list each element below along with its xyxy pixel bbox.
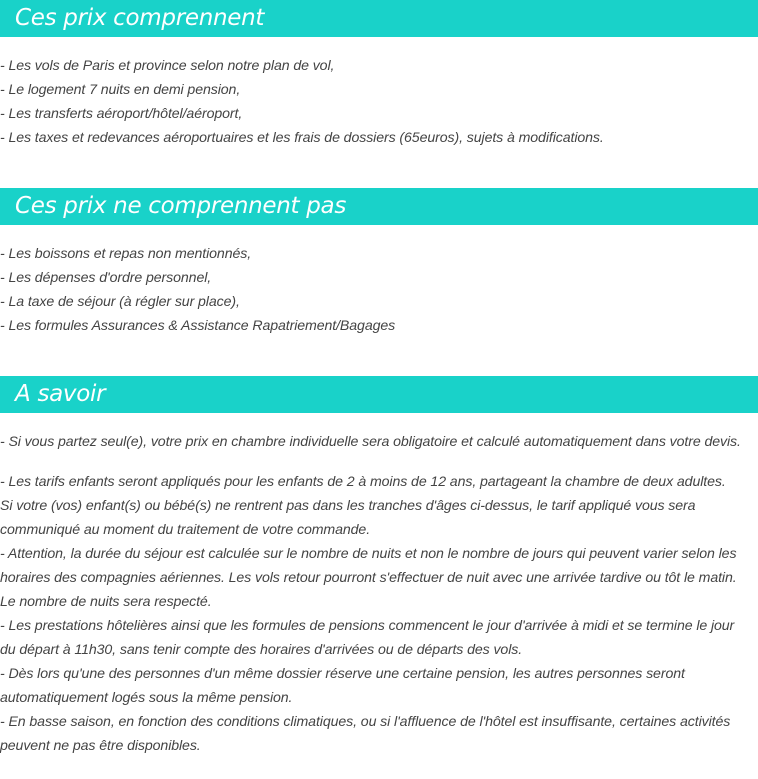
text-line: - Dès lors qu'une des personnes d'un même dossier réserve une certaine pension, les autres personnes seront: [0, 666, 685, 682]
list-item: - Le logement 7 nuits en demi pension,: [0, 82, 241, 98]
section-included: [0, 0, 758, 150]
section-good-to-know: [0, 376, 758, 758]
text-line: - Les prestations hôtelières ainsi que les formules de pensions commencent le jour d'arrivée à midi et se termine le jour: [0, 618, 735, 634]
text-line: automatiquement logés sous la même pension.: [0, 690, 293, 706]
text-line: communiqué au moment du traitement de votre commande.: [0, 522, 371, 538]
section-header-not-included: Ces prix ne comprennent pas: [0, 188, 758, 225]
section-header-included: Ces prix comprennent: [0, 0, 758, 37]
good-to-know-list: [0, 454, 758, 758]
text-line: Si votre (vos) enfant(s) ou bébé(s) ne rentrent pas dans les tranches d'âges ci-dessus, le tarif appliqué vous sera: [0, 498, 696, 514]
text-line: - En basse saison, en fonction des conditions climatiques, ou si l'affluence de l'hôtel est insuffisante, certaines activités: [0, 714, 731, 730]
text-line: - Les tarifs enfants seront appliqués pour les enfants de 2 à moins de 12 ans, partageant la chambre de deux adultes.: [0, 474, 726, 490]
list-item: - Les taxes et redevances aéroportuaires et les frais de dossiers (65euros), sujets à modifications.: [0, 130, 604, 146]
text-line: peuvent ne pas être disponibles.: [0, 738, 201, 754]
list-item: - Les transferts aéroport/hôtel/aéroport,: [0, 106, 243, 122]
text-line: horaires des compagnies aériennes. Les vols retour pourront s'effectuer de nuit avec une arrivée tardive ou tôt le matin.: [0, 570, 737, 586]
section-not-included: [0, 188, 758, 338]
text-line: Le nombre de nuits sera respecté.: [0, 594, 212, 610]
included-list: [0, 37, 758, 150]
list-item: - Les formules Assurances & Assistance Rapatriement/Bagages: [0, 318, 396, 334]
list-item: - Les vols de Paris et province selon notre plan de vol,: [0, 58, 335, 74]
not-included-list: [0, 225, 758, 338]
list-item: - Les boissons et repas non mentionnés,: [0, 246, 252, 262]
text-line: du départ à 11h30, sans tenir compte des horaires d'arrivées ou de départs des vols.: [0, 642, 523, 658]
text-line: - Attention, la durée du séjour est calculée sur le nombre de nuits et non le nombre de jours qui peuvent varier selon les: [0, 546, 737, 562]
list-item: - La taxe de séjour (à régler sur place),: [0, 294, 240, 310]
good-to-know-intro: [0, 413, 758, 454]
section-header-good-to-know: A savoir: [0, 376, 758, 413]
list-item: - Les dépenses d'ordre personnel,: [0, 270, 212, 286]
list-item: - Si vous partez seul(e), votre prix en chambre individuelle sera obligatoire et calculé automatiquement dans votre devis.: [0, 434, 741, 450]
